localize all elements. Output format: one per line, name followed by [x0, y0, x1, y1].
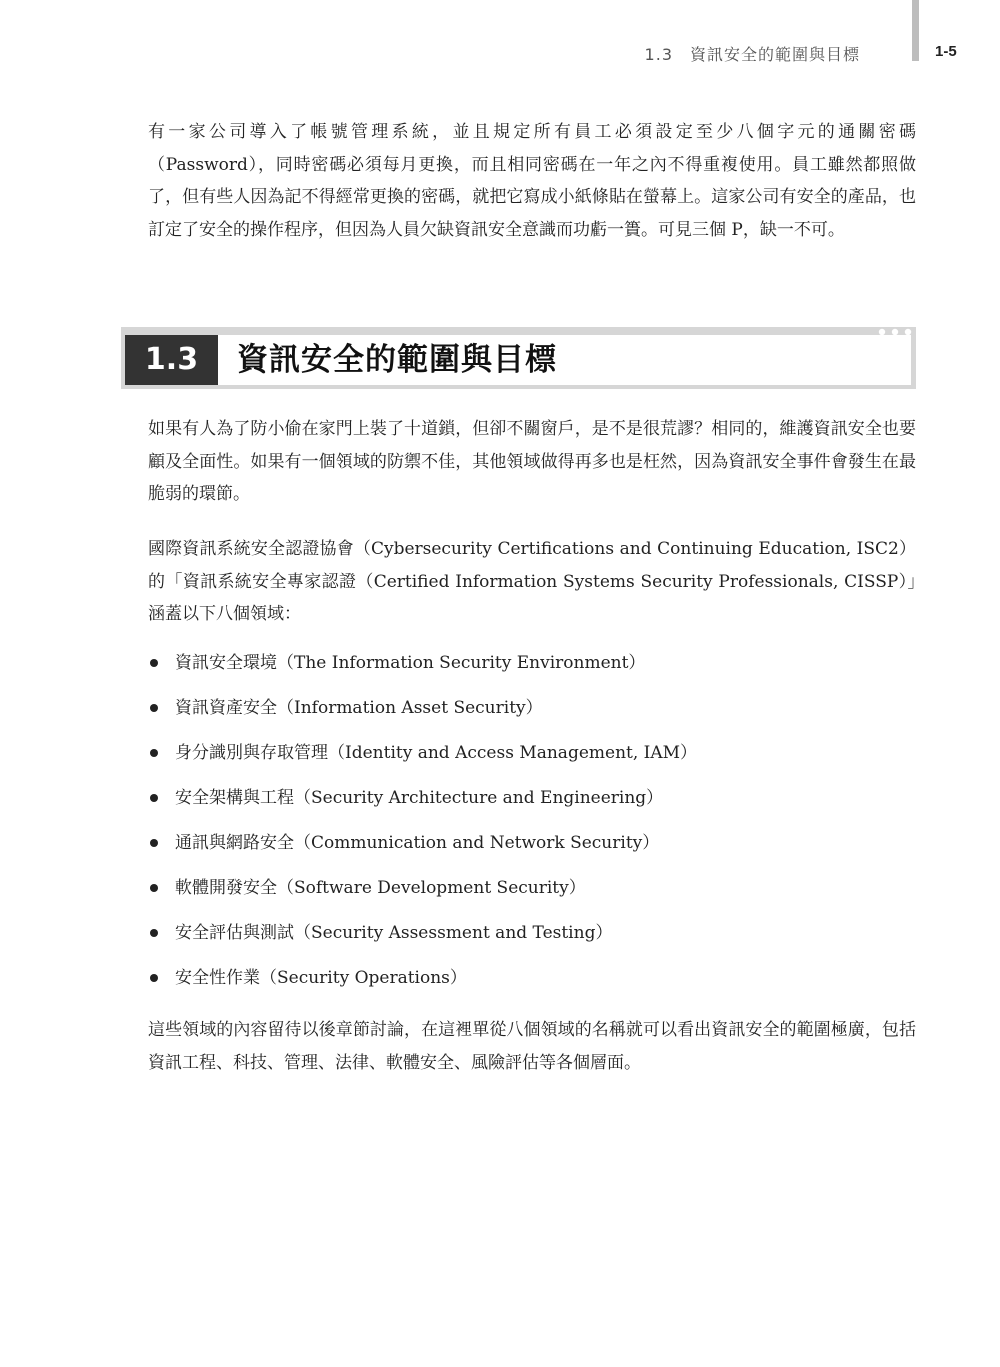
paragraph-intro: 有一家公司導入了帳號管理系統，並且規定所有員工必須設定至少八個字元的通關密碼（Password），同時密碼必須每月更換，而且相同密碼在一年之內不得重複使用。員工雖然都照做了，但有些人因為記不得經常更換的密碼，就把它寫成小紙條貼在螢幕上。這家公司有安全的產品，也訂定了安全的操作程序，但因為人員欠缺資訊安全意識而功虧一簣。可見三個 P，缺一不可。: [148, 122, 916, 240]
paragraph-analogy: 如果有人為了防小偷在家門上裝了十道鎖，但卻不關窗戶，是不是很荒謬？相同的，維護資訊安全也要顧及全面性。如果有一個領域的防禦不佳，其他領域做得再多也是枉然，因為資訊安全事件會發生在最脆弱的環節。: [148, 419, 916, 504]
page-number: 1-5: [935, 43, 957, 60]
bullet-icon: [150, 794, 158, 802]
list-item: [148, 872, 916, 917]
list-item-text: 安全性作業（Security Operations）: [175, 968, 467, 988]
list-item: [148, 782, 916, 827]
list-item-text: 安全架構與工程（Security Architecture and Engineering）: [175, 788, 664, 808]
bullet-icon: [150, 929, 158, 937]
section-heading: [121, 327, 916, 389]
bullet-icon: [150, 659, 158, 667]
list-item: [148, 962, 916, 1007]
header-bar: [912, 0, 919, 61]
section-number: 1.3: [125, 335, 218, 385]
list-item: [148, 737, 916, 782]
section-heading-inner: [125, 335, 911, 385]
list-item-text: 軟體開發安全（Software Development Security）: [175, 878, 586, 898]
bullet-icon: [150, 704, 158, 712]
bullet-icon: [150, 884, 158, 892]
running-title: 1.3 資訊安全的範圍與目標: [644, 45, 860, 64]
bullet-icon: [150, 974, 158, 982]
page-header: [600, 40, 960, 64]
list-item-text: 身分識別與存取管理（Identity and Access Management, IAM）: [175, 743, 698, 763]
list-item: [148, 692, 916, 737]
bullet-icon: [150, 839, 158, 847]
bullet-icon: [150, 749, 158, 757]
paragraph-conclusion: 這些領域的內容留待以後章節討論，在這裡單從八個領域的名稱就可以看出資訊安全的範圍極廣，包括資訊工程、科技、管理、法律、軟體安全、風險評估等各個層面。: [148, 1020, 916, 1073]
list-item: [148, 827, 916, 872]
list-item-text: 資訊資產安全（Information Asset Security）: [175, 698, 543, 718]
domain-list: [148, 647, 916, 1007]
list-item: [148, 647, 916, 692]
section-title: 資訊安全的範圍與目標: [237, 342, 557, 378]
paragraph-cissp: 國際資訊系統安全認證協會（Cybersecurity Certifications and Continuing Education, ISC2）的「資訊系統安全專家認證（Certified Information Systems Security Professionals, CISSP）」涵蓋以下八個領域：: [148, 539, 916, 624]
list-item-text: 資訊安全環境（The Information Security Environment）: [175, 653, 646, 673]
list-item-text: 安全評估與測試（Security Assessment and Testing）: [175, 923, 613, 943]
list-item-text: 通訊與網路安全（Communication and Network Security）: [175, 833, 660, 853]
list-item: [148, 917, 916, 962]
